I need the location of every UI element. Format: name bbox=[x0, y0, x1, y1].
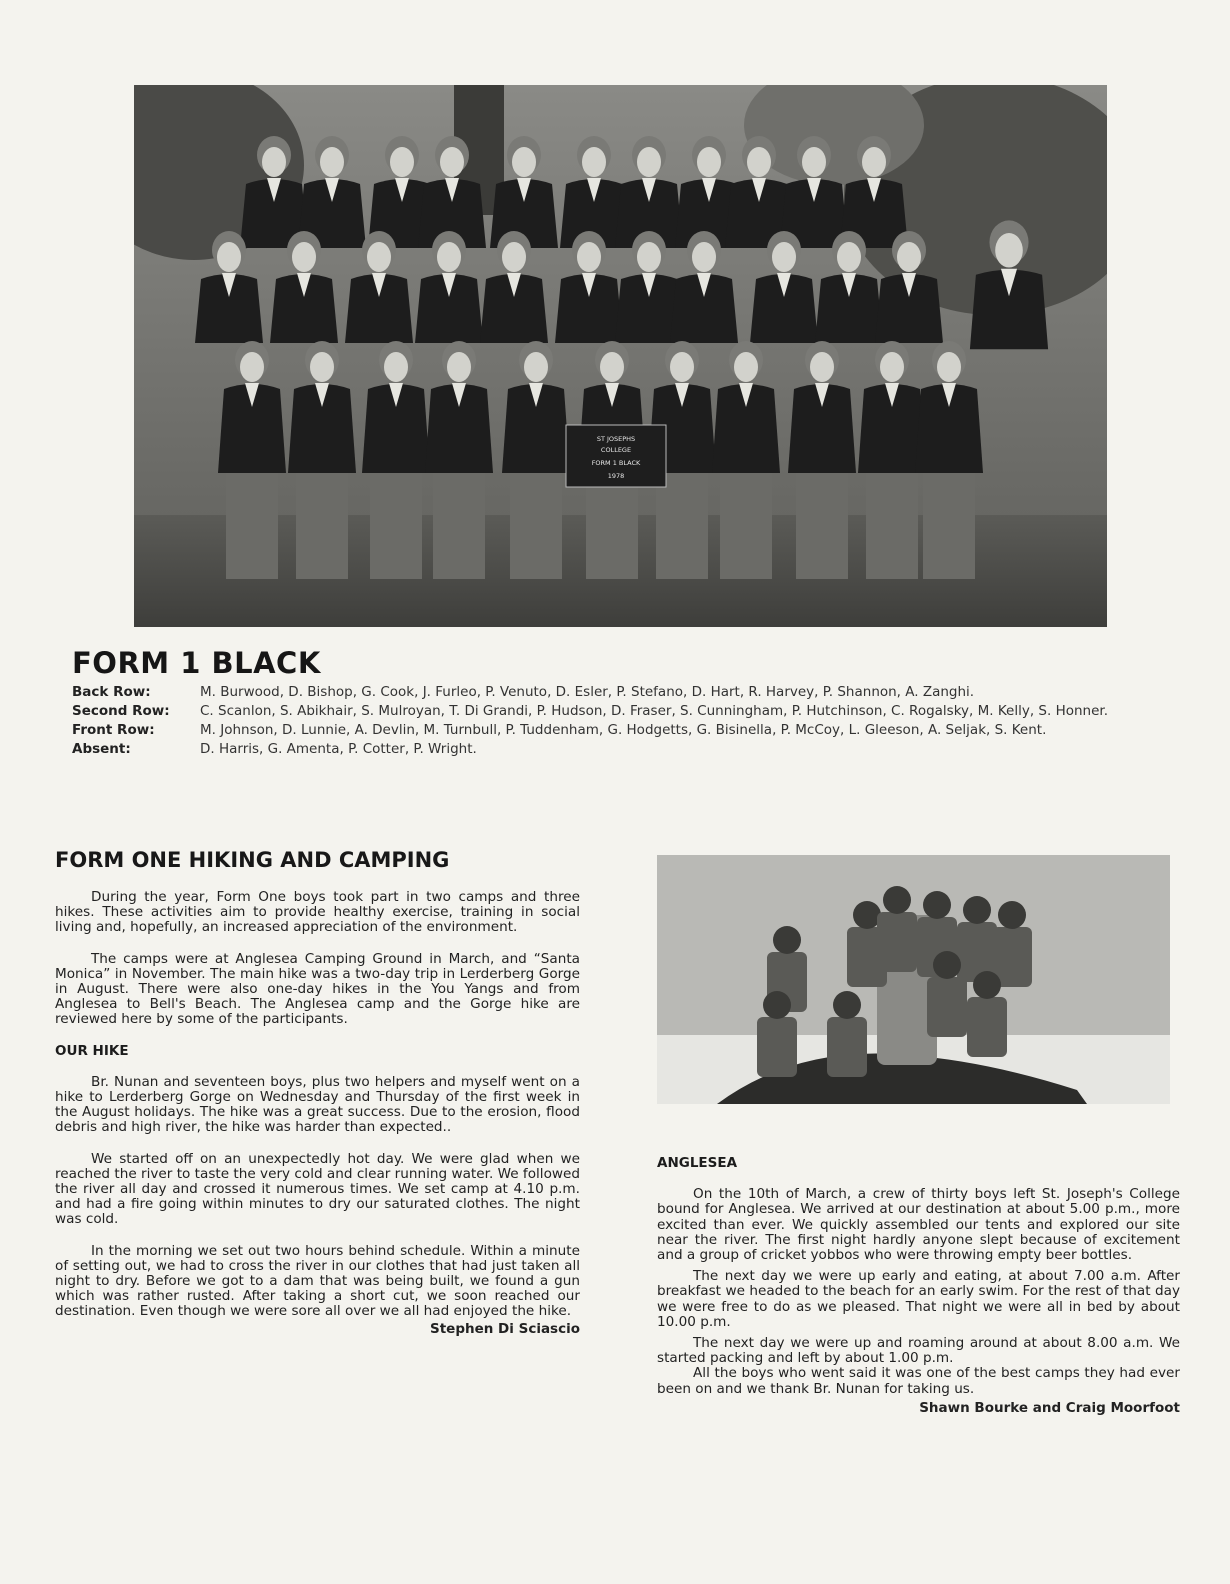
roster-label: Absent: bbox=[72, 741, 131, 757]
sign-line-1: ST JOSEPHS bbox=[596, 435, 636, 443]
hike-author: Stephen Di Sciascio bbox=[429, 1320, 580, 1337]
roster-row-second bbox=[72, 703, 1182, 720]
hike-paragraph: We started off on an unexpectedly hot day. We were glad when we reached the river to taste the very cold and clear running water. We followed the river all day and crossed it numerous times. We set camp at 4.10 p.m. and had a fire going within minutes to dry our saturated clothes. The night was cold. bbox=[55, 1150, 580, 1228]
article-right-column bbox=[657, 1156, 1180, 1416]
article-title: FORM ONE HIKING AND CAMPING bbox=[55, 848, 450, 872]
intro-paragraph: During the year, Form One boys took part in two camps and three hikes. These activities aim to provide healthy exercise, training in social living and, hopefully, an increased appreciation of the environment. bbox=[55, 889, 580, 936]
roster-names: C. Scanlon, S. Abikhair, S. Mulroyan, T. Di Grandi, P. Hudson, D. Fraser, S. Cunningham, P. Hutchinson, C. Rogalsky, M. Kelly, S. Honner. bbox=[200, 703, 1109, 719]
camp-group-photo bbox=[657, 855, 1170, 1104]
anglesea-paragraph: The next day we were up and roaming around at about 8.00 a.m. We started packing and left by about 1.00 p.m. bbox=[657, 1335, 1180, 1367]
form-title: FORM 1 BLACK bbox=[72, 646, 321, 680]
anglesea-paragraph: All the boys who went said it was one of the best camps they had ever been on and we thank Br. Nunan for taking us. bbox=[657, 1365, 1180, 1397]
anglesea-paragraph: The next day we were up early and eating, at about 7.00 a.m. After breakfast we headed to the beach for an early swim. For the rest of that day we were free to do as we pleased. That night we were all in bed by about 10.00 p.m. bbox=[657, 1268, 1180, 1330]
roster-row-front bbox=[72, 722, 1182, 739]
hike-heading: OUR HIKE bbox=[55, 1042, 129, 1059]
intro-paragraph: The camps were at Anglesea Camping Ground in March, and “Santa Monica” in November. The main hike was a two-day trip in Lerderberg Gorge in August. There were also one-day hikes in the You Yangs and from Anglesea to Bell's Beach. The Anglesea camp and the Gorge hike are reviewed here by some of the participants. bbox=[55, 950, 580, 1028]
camp-photo-illustration bbox=[657, 855, 1170, 1104]
roster-label: Second Row: bbox=[72, 703, 170, 719]
roster-row-back bbox=[72, 684, 1182, 701]
anglesea-heading: ANGLESEA bbox=[657, 1155, 738, 1171]
anglesea-author: Shawn Bourke and Craig Moorfoot bbox=[919, 1399, 1180, 1416]
sign-line-3: FORM 1 BLACK bbox=[591, 459, 641, 467]
sign-line-2: COLLEGE bbox=[600, 446, 632, 454]
roster-names: M. Burwood, D. Bishop, G. Cook, J. Furleo, P. Venuto, D. Esler, P. Stefano, D. Hart, R. Harvey, P. Shannon, A. Zanghi. bbox=[200, 684, 975, 700]
article-left-column bbox=[55, 890, 580, 1337]
hike-paragraph: Br. Nunan and seventeen boys, plus two helpers and myself went on a hike to Lerderberg Gorge on Wednesday and Thursday of the first week in the August holidays. The hike was a great success. Due to the erosion, flood debris and high river, the hike was harder than expected.. bbox=[55, 1073, 580, 1136]
class-photo-illustration bbox=[134, 85, 1107, 627]
roster-label: Back Row: bbox=[72, 684, 151, 700]
sign-line-4: 1978 bbox=[607, 472, 625, 480]
class-group-photo bbox=[134, 85, 1107, 627]
student-roster bbox=[72, 684, 1182, 760]
roster-names: M. Johnson, D. Lunnie, A. Devlin, M. Turnbull, P. Tuddenham, G. Hodgetts, G. Bisinella, P. McCoy, L. Gleeson, A. Seljak, S. Kent. bbox=[200, 722, 1047, 738]
hike-paragraph: In the morning we set out two hours behind schedule. Within a minute of setting out, we had to cross the river in our clothes that had just taken all night to dry. Before we got to a dam that was being built, we found a gun which was rather rusted. After taking a short cut, we soon reached our destination. Even though we were sore all over we all had enjoyed the hike. bbox=[55, 1242, 580, 1320]
roster-row-absent bbox=[72, 741, 1182, 758]
anglesea-paragraph: On the 10th of March, a crew of thirty boys left St. Joseph's College bound for Anglesea. We arrived at our destination at about 5.00 p.m., more excited than ever. We quickly assembled our tents and explored our site near the river. The first night hardly anyone slept because of excitement and a group of cricket yobbos who were throwing empty beer bottles. bbox=[657, 1186, 1180, 1264]
roster-label: Front Row: bbox=[72, 722, 155, 738]
roster-names: D. Harris, G. Amenta, P. Cotter, P. Wright. bbox=[200, 741, 477, 757]
